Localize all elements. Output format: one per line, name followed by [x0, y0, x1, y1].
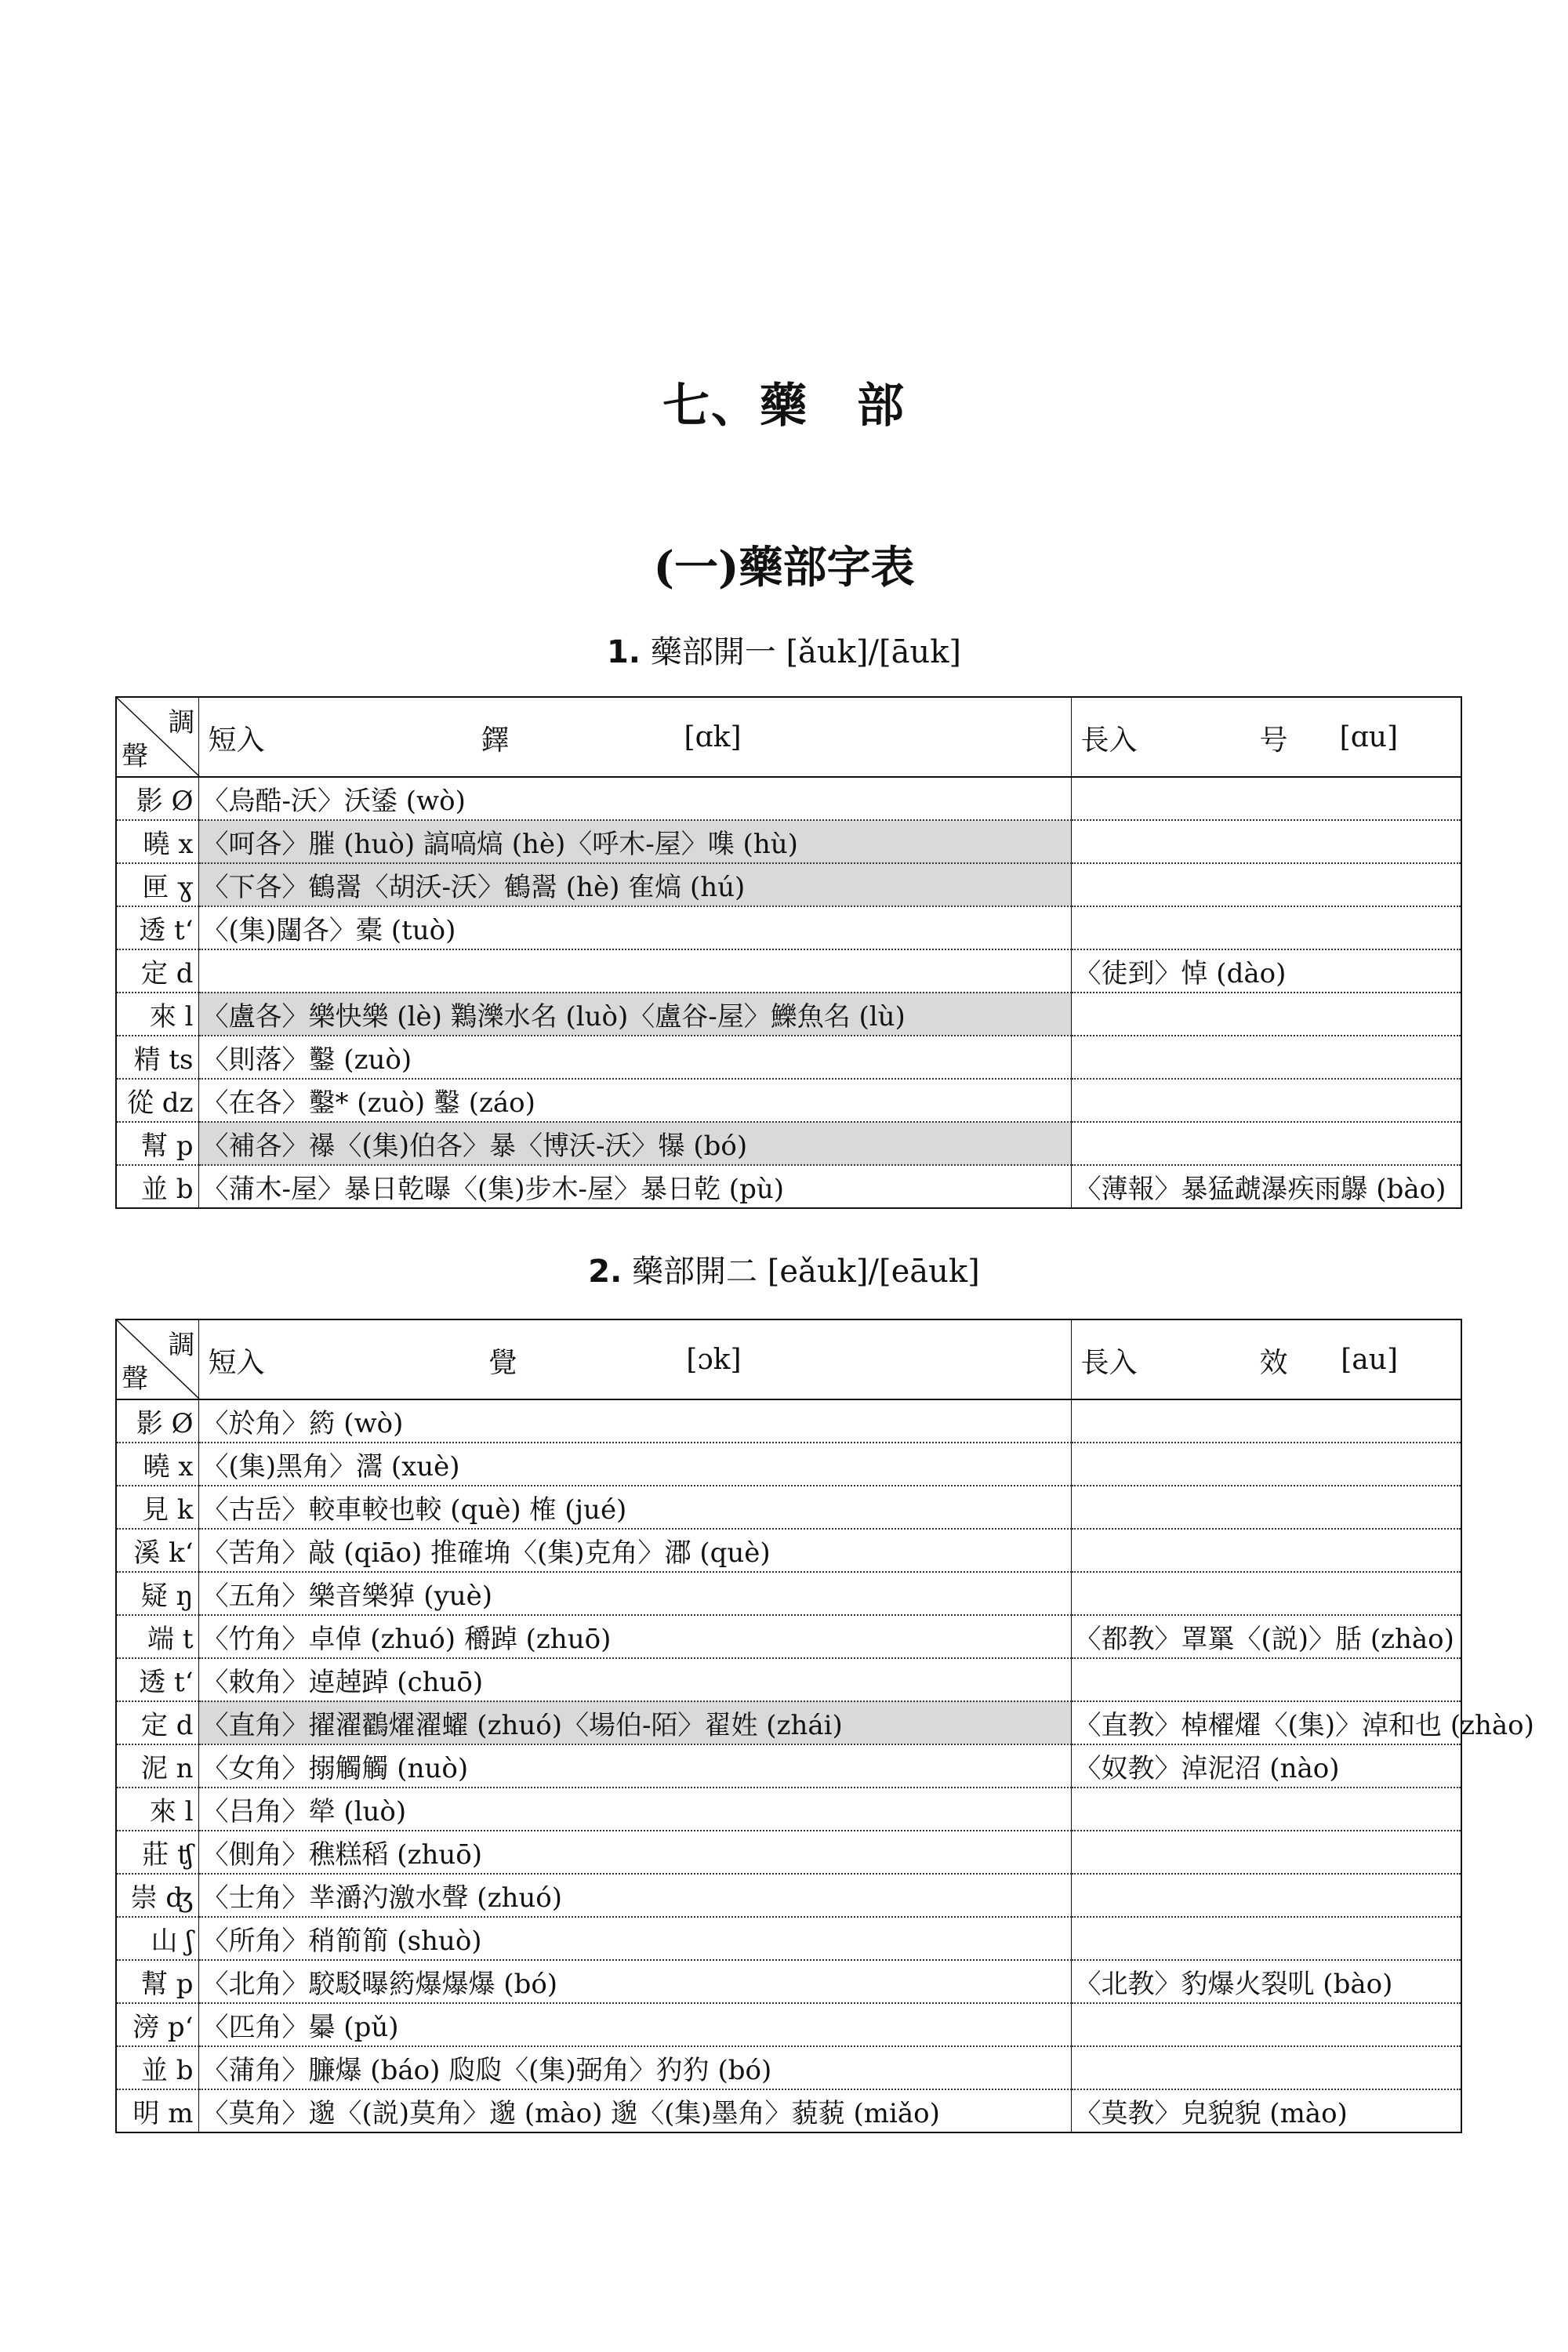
table-row — [116, 2046, 1461, 2089]
long-cell: 〈莫教〉皃貌貌 (mào) — [1071, 2089, 1461, 2132]
short-cell: 〈盧各〉樂快樂 (lè) 鸈濼水名 (luò)〈盧谷-屋〉鱳魚名 (lù) — [198, 993, 1071, 1036]
table-row — [116, 1917, 1461, 1960]
long-type-label: 長入 — [1080, 724, 1138, 757]
table-row — [116, 1165, 1461, 1208]
short-cell: 〈匹角〉㬥 (pǔ) — [198, 2003, 1071, 2046]
short-cell: 〈於角〉箹 (wò) — [198, 1399, 1071, 1443]
table-row — [116, 1615, 1461, 1658]
initial-cell: 曉 x — [116, 820, 198, 863]
table-row — [116, 2089, 1461, 2132]
short-cell: 〈莫角〉邈〈(説)莫角〉邈 (mào) 邈〈(集)墨角〉藐藐 (miǎo) — [198, 2089, 1071, 2132]
table-row — [116, 1788, 1461, 1831]
long-cell — [1071, 1917, 1461, 1960]
table2-caption — [0, 1247, 1568, 1291]
table-row — [116, 1443, 1461, 1486]
table2-caption-pronunciation: [eǎuk]/[eāuk] — [767, 1254, 980, 1290]
section-title: (一)藥部字表 — [653, 542, 915, 593]
table-row — [116, 1572, 1461, 1615]
initial-cell: 從 dz — [116, 1079, 198, 1122]
table-row — [116, 2003, 1461, 2046]
short-cell: 〈下各〉鶴翯〈胡沃-沃〉鶴翯 (hè) 隺熇 (hú) — [198, 863, 1071, 906]
short-entering-header — [198, 1319, 1071, 1399]
short-cell: 〈則落〉鑿 (zuò) — [198, 1036, 1071, 1079]
long-cell — [1071, 1036, 1461, 1079]
long-cell — [1071, 1122, 1461, 1165]
initial-cell: 端 t — [116, 1615, 198, 1658]
short-cell: 〈苦角〉敲 (qiāo) 推確埆〈(集)克角〉㴫 (què) — [198, 1529, 1071, 1572]
short-cell: 〈竹角〉卓倬 (zhuó) 穱踔 (zhuō) — [198, 1615, 1071, 1658]
long-cell: 〈徒到〉悼 (dào) — [1071, 949, 1461, 993]
initial-cell: 幫 p — [116, 1122, 198, 1165]
long-cell: 〈奴教〉淖泥沼 (nào) — [1071, 1744, 1461, 1788]
long-cell — [1071, 1486, 1461, 1529]
long-cell: 〈直教〉棹櫂燿〈(集)〉淖和也 (zhào) — [1071, 1701, 1461, 1744]
long-cell — [1071, 2003, 1461, 2046]
table2-caption-number: 2. — [588, 1254, 622, 1290]
initial-cell: 曉 x — [116, 1443, 198, 1486]
initial-cell: 泥 n — [116, 1744, 198, 1788]
initial-cell: 疑 ŋ — [116, 1572, 198, 1615]
table1-caption-text: 藥部開一 — [641, 634, 786, 670]
long-cell — [1071, 1874, 1461, 1917]
initial-cell: 來 l — [116, 1788, 198, 1831]
initial-cell: 山 ʃ — [116, 1917, 198, 1960]
long-cell — [1071, 1529, 1461, 1572]
short-cell: 〈呵各〉膗 (huò) 謞嗃熇 (hè)〈呼木-屋〉㗱 (hù) — [198, 820, 1071, 863]
long-cell — [1071, 993, 1461, 1036]
table-row — [116, 949, 1461, 993]
long-cell — [1071, 906, 1461, 949]
initial-cell: 影 Ø — [116, 1399, 198, 1443]
long-cell — [1071, 1658, 1461, 1701]
initial-cell: 定 d — [116, 949, 198, 993]
corner-tone-label: 調 — [168, 707, 195, 739]
initial-cell: 見 k — [116, 1486, 198, 1529]
table-row — [116, 993, 1461, 1036]
initial-cell: 透 tʻ — [116, 1658, 198, 1701]
long-type-label: 長入 — [1080, 1347, 1138, 1379]
table-row — [116, 777, 1461, 820]
long-cell — [1071, 1443, 1461, 1486]
short-cell: 〈(集)黑角〉瀥 (xuè) — [198, 1443, 1071, 1486]
short-cell: 〈在各〉鑿* (zuò) 鑿 (záo) — [198, 1079, 1071, 1122]
long-cell — [1071, 777, 1461, 820]
initial-cell: 並 b — [116, 1165, 198, 1208]
table1-caption-number: 1. — [606, 634, 641, 670]
initial-cell: 溪 kʻ — [116, 1529, 198, 1572]
long-cell — [1071, 1788, 1461, 1831]
table-row — [116, 1744, 1461, 1788]
initial-cell: 崇 ʤ — [116, 1874, 198, 1917]
short-cell: 〈敕角〉逴趠踔 (chuō) — [198, 1658, 1071, 1701]
initial-cell: 明 m — [116, 2089, 198, 2132]
short-entering-header — [198, 697, 1071, 777]
short-cell: 〈(集)闥各〉橐 (tuò) — [198, 906, 1071, 949]
corner-tone-label: 調 — [168, 1330, 195, 1361]
initial-cell: 定 d — [116, 1701, 198, 1744]
initial-cell: 精 ts — [116, 1036, 198, 1079]
long-cell — [1071, 2046, 1461, 2089]
long-cell — [1071, 863, 1461, 906]
corner-header-cell — [116, 1319, 198, 1399]
short-cell: 〈古岳〉較車較也較 (què) 榷 (jué) — [198, 1486, 1071, 1529]
short-cell: 〈北角〉駮駁曝箹爆爆爆 (bó) — [198, 1960, 1071, 2003]
table-row — [116, 1122, 1461, 1165]
short-cell: 〈女角〉搦觸觸 (nuò) — [198, 1744, 1071, 1788]
corner-initial-label: 聲 — [122, 1363, 148, 1395]
short-cell: 〈蒲角〉臁爆 (báo) 瓝瓝〈(集)弼角〉犳犳 (bó) — [198, 2046, 1071, 2089]
rime-table-2 — [115, 1319, 1534, 2133]
short-cell: 〈士角〉丵灂汋激水聲 (zhuó) — [198, 1874, 1071, 1917]
long-entering-header — [1071, 697, 1461, 777]
long-cell — [1071, 1079, 1461, 1122]
long-cell: 〈都教〉罩罺〈(説)〉䏦 (zhào) — [1071, 1615, 1461, 1658]
short-cell: 〈五角〉樂音樂㹿 (yuè) — [198, 1572, 1071, 1615]
table-row — [116, 1960, 1461, 2003]
initial-cell: 來 l — [116, 993, 198, 1036]
short-cell: 〈側角〉穛糕稻 (zhuō) — [198, 1831, 1071, 1874]
table1-caption-pronunciation: [ǎuk]/[āuk] — [786, 634, 962, 670]
corner-initial-label: 聲 — [122, 741, 148, 772]
long-rime-label: 效 — [1259, 1347, 1288, 1379]
initial-cell: 匣 ɣ — [116, 863, 198, 906]
long-cell: 〈北教〉豹爆火裂䶷 (bào) — [1071, 1960, 1461, 2003]
short-ipa-label: [ɔk] — [686, 1344, 742, 1376]
table-row — [116, 1658, 1461, 1701]
short-type-label: 短入 — [208, 1347, 265, 1379]
table1-caption — [0, 627, 1568, 672]
table-row — [116, 820, 1461, 863]
table-header-row — [116, 1319, 1461, 1399]
short-rime-label: 覺 — [488, 1347, 517, 1379]
table-row — [116, 1701, 1461, 1744]
long-ipa-label: [ɑu] — [1339, 721, 1398, 753]
initial-cell: 幫 p — [116, 1960, 198, 2003]
long-cell — [1071, 1399, 1461, 1443]
short-type-label: 短入 — [208, 724, 265, 757]
table2-caption-text: 藥部開二 — [622, 1254, 768, 1290]
long-cell — [1071, 1572, 1461, 1615]
short-cell: 〈所角〉稍箾箾 (shuò) — [198, 1917, 1071, 1960]
chapter-title: 七、藥 部 — [662, 379, 906, 434]
initial-cell: 透 tʻ — [116, 906, 198, 949]
table-row — [116, 863, 1461, 906]
short-cell: 〈吕角〉犖 (luò) — [198, 1788, 1071, 1831]
short-cell: 〈蒲木-屋〉暴日乾曝〈(集)步木-屋〉暴日乾 (pù) — [198, 1165, 1071, 1208]
initial-cell: 莊 ʧ — [116, 1831, 198, 1874]
table-row — [116, 1036, 1461, 1079]
corner-header-cell — [116, 697, 198, 777]
table-row — [116, 1079, 1461, 1122]
initial-cell: 影 Ø — [116, 777, 198, 820]
table-row — [116, 1831, 1461, 1874]
initial-cell: 並 b — [116, 2046, 198, 2089]
table-row — [116, 1529, 1461, 1572]
table-row — [116, 1399, 1461, 1443]
long-cell — [1071, 1831, 1461, 1874]
table-row — [116, 1874, 1461, 1917]
initial-cell: 滂 pʻ — [116, 2003, 198, 2046]
long-cell — [1071, 820, 1461, 863]
long-cell: 〈薄報〉暴猛虣瀑疾雨鸔 (bào) — [1071, 1165, 1461, 1208]
short-cell — [198, 949, 1071, 993]
short-cell: 〈補各〉襮〈(集)伯各〉暴〈博沃-沃〉犦 (bó) — [198, 1122, 1071, 1165]
long-ipa-label: [au] — [1341, 1344, 1398, 1376]
short-cell: 〈烏酷-沃〉沃鋈 (wò) — [198, 777, 1071, 820]
long-rime-label: 号 — [1259, 724, 1288, 757]
rime-table-1 — [115, 696, 1462, 1209]
table-header-row — [116, 697, 1461, 777]
long-entering-header — [1071, 1319, 1461, 1399]
short-rime-label: 鐸 — [481, 724, 510, 757]
short-ipa-label: [ɑk] — [684, 721, 742, 753]
short-cell: 〈直角〉擢濯鸐燿濯蠗 (zhuó)〈場伯-陌〉翟姓 (zhái) — [198, 1701, 1071, 1744]
table-row — [116, 906, 1461, 949]
table-row — [116, 1486, 1461, 1529]
